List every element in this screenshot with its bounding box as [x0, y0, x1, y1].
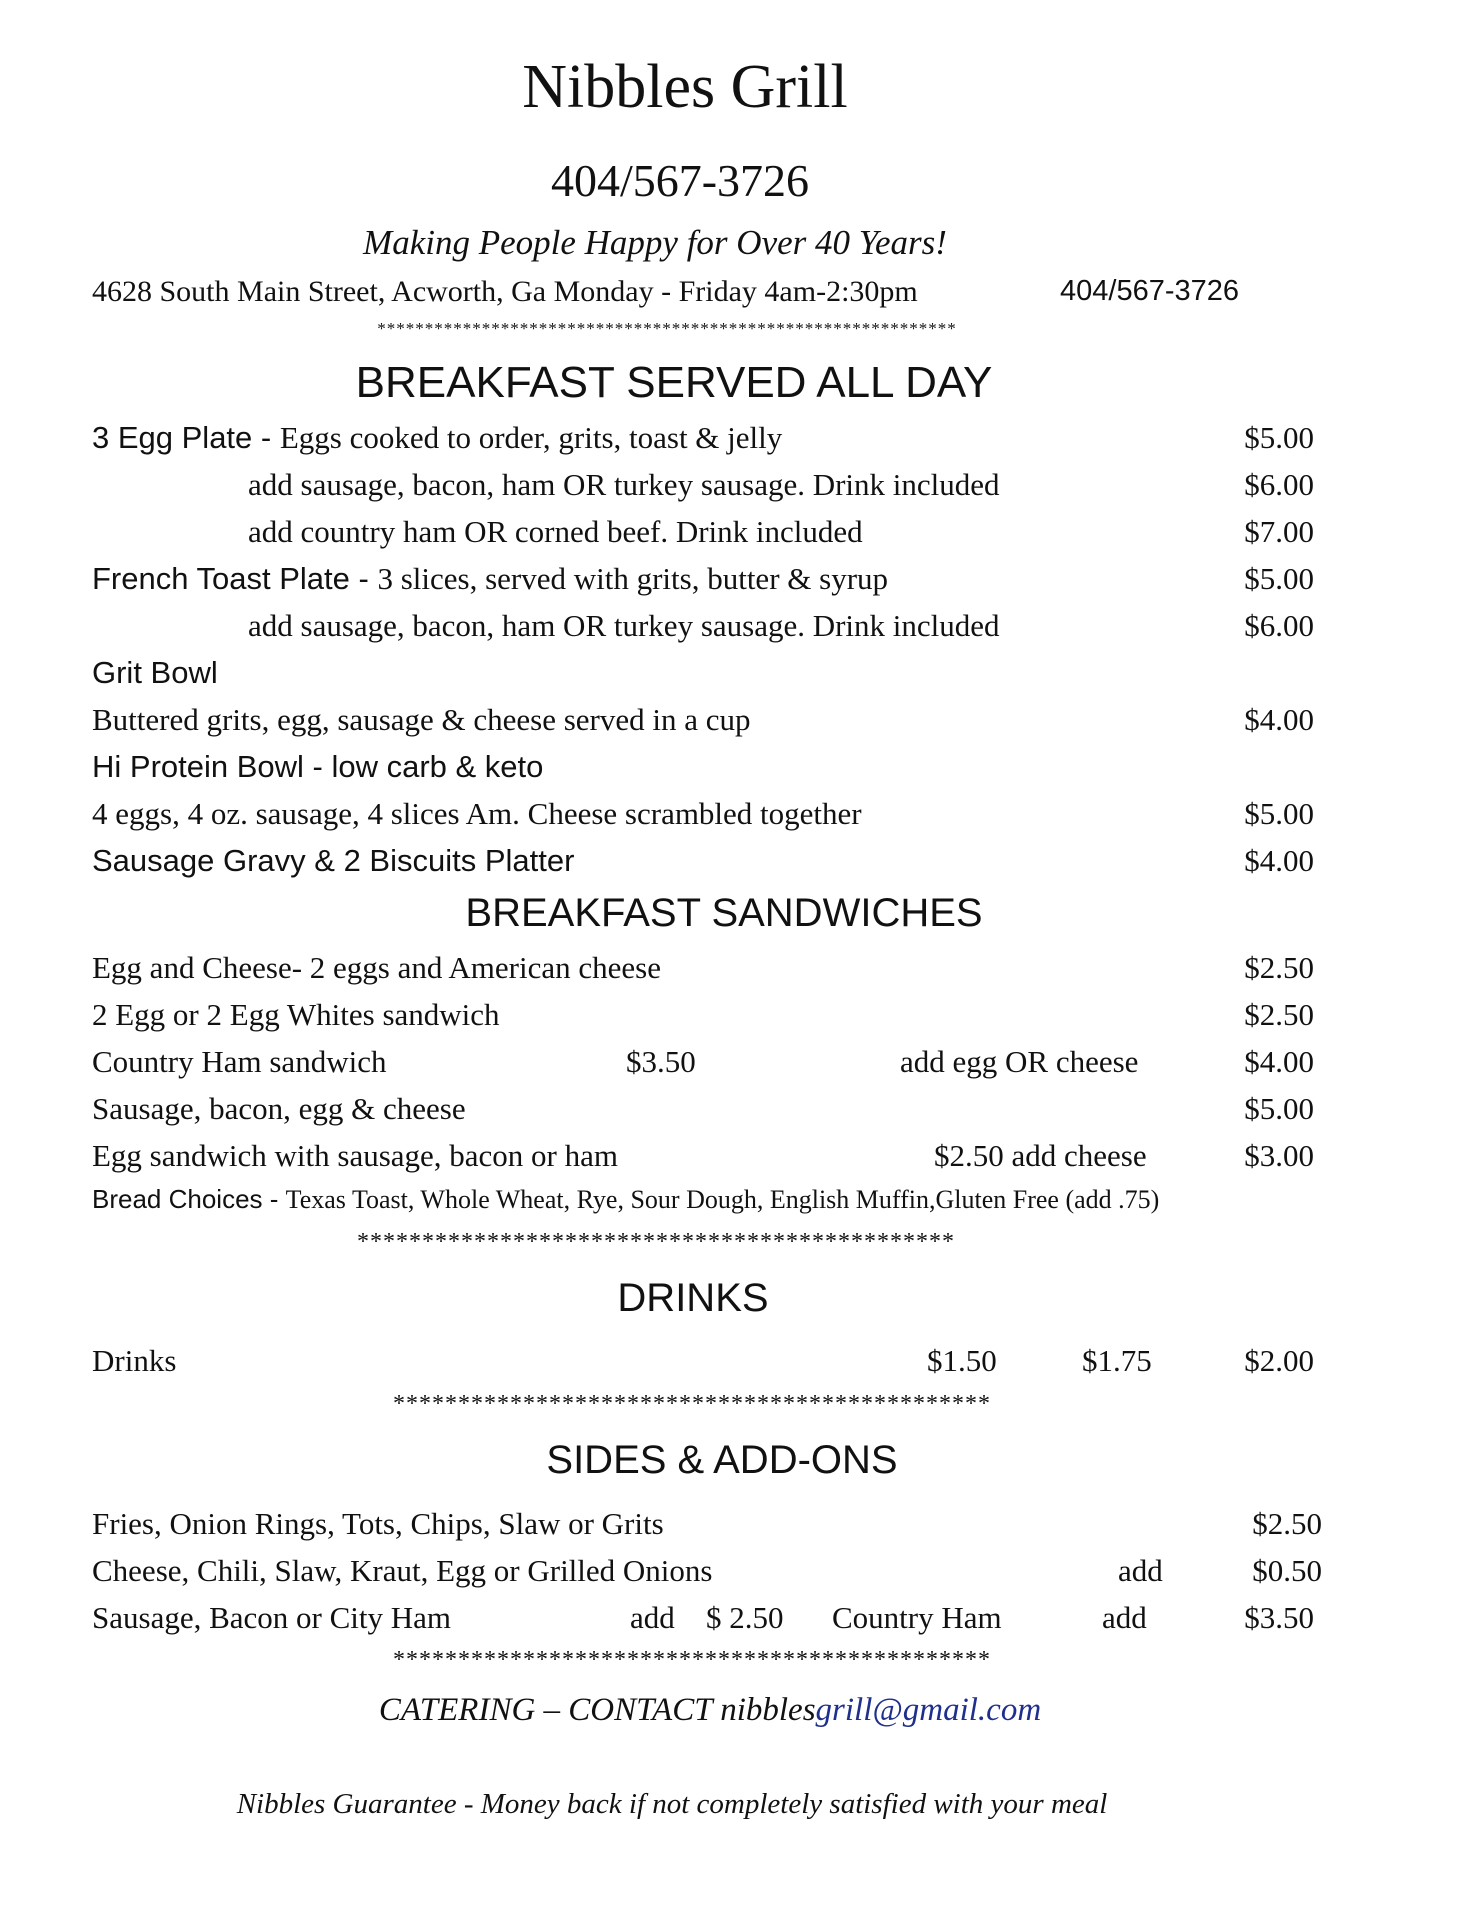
item-option: add country ham OR corned beef. Drink included — [248, 514, 863, 549]
drinks-label: Drinks — [92, 1343, 177, 1378]
sandwiches-heading: BREAKFAST SANDWICHES — [465, 891, 983, 935]
item-desc: Eggs cooked to order, grits, toast & jelly — [279, 420, 783, 455]
item-desc: Buttered grits, egg, sausage & cheese served in a cup — [92, 702, 751, 737]
bread-choices — [92, 1186, 1159, 1213]
drink-price-large: $2.00 — [1244, 1343, 1314, 1378]
item-price: $2.50 — [1252, 1506, 1322, 1541]
tagline: Making People Happy for Over 40 Years! — [363, 223, 947, 262]
menu-item — [92, 422, 782, 453]
divider: ********************************************** — [357, 1229, 955, 1255]
item-desc: 4 eggs, 4 oz. sausage, 4 slices Am. Cheese scrambled together — [92, 796, 862, 831]
bread-label: Bread Choices - — [92, 1184, 286, 1214]
catering-contact — [0, 1694, 1420, 1727]
item-addon: $2.50 add cheese — [934, 1138, 1147, 1173]
item-price: $4.00 — [1244, 702, 1314, 737]
add-label: add — [1118, 1553, 1163, 1588]
item-option: add sausage, bacon, ham OR turkey sausage. Drink included — [248, 467, 1000, 502]
drink-price-small: $1.50 — [927, 1343, 997, 1378]
side-item: Cheese, Chili, Slaw, Kraut, Egg or Grilled Onions — [92, 1553, 713, 1588]
address: 4628 South Main Street, Acworth, Ga Monday - Friday 4am-2:30pm — [92, 275, 918, 308]
item-price: $5.00 — [1244, 561, 1314, 596]
divider: ********************************************** — [393, 1391, 991, 1417]
item-price: $4.00 — [1244, 1044, 1314, 1079]
catering-email-link[interactable]: grill@gmail.com — [815, 1692, 1042, 1728]
item-desc: 3 slices, served with grits, butter & syrup — [377, 561, 889, 596]
catering-text: CATERING – CONTACT nibbles — [378, 1692, 816, 1728]
sides-heading: SIDES & ADD-ONS — [546, 1438, 898, 1482]
phone-number: 404/567-3726 — [550, 155, 810, 206]
item-price: $7.00 — [1244, 514, 1314, 549]
item-name: French Toast Plate - — [92, 561, 378, 596]
item-price: $5.00 — [1244, 420, 1314, 455]
item-name: Hi Protein Bowl - low carb & keto — [92, 749, 544, 784]
item-price: $6.00 — [1244, 608, 1314, 643]
sandwich-item: 2 Egg or 2 Egg Whites sandwich — [92, 997, 500, 1032]
item-price: $3.00 — [1244, 1138, 1314, 1173]
sandwich-item: Egg and Cheese- 2 eggs and American cheese — [92, 950, 661, 985]
item-price: $4.00 — [1244, 843, 1314, 878]
sandwich-item: Sausage, bacon, egg & cheese — [92, 1091, 466, 1126]
side-item: Country Ham — [832, 1600, 1002, 1635]
side-item: Sausage, Bacon or City Ham — [92, 1600, 452, 1635]
breakfast-heading: BREAKFAST SERVED ALL DAY — [355, 358, 993, 407]
item-price: $5.00 — [1244, 796, 1314, 831]
side-item: Fries, Onion Rings, Tots, Chips, Slaw or Grits — [92, 1506, 664, 1541]
restaurant-title: Nibbles Grill — [522, 53, 848, 121]
divider: ********************************************** — [393, 1647, 991, 1673]
menu-item — [92, 563, 888, 594]
add-label: add — [1102, 1600, 1147, 1635]
drinks-heading: DRINKS — [617, 1276, 769, 1320]
bread-text: Texas Toast, Whole Wheat, Rye, Sour Dough, English Muffin,Gluten Free (add .75) — [285, 1185, 1160, 1214]
guarantee: Nibbles Guarantee - Money back if not completely satisfied with your meal — [236, 1788, 1108, 1820]
item-price: $2.50 — [1244, 950, 1314, 985]
item-price: $2.50 — [1244, 997, 1314, 1032]
item-price: $0.50 — [1252, 1553, 1322, 1588]
sandwich-item: Country Ham sandwich — [92, 1044, 387, 1079]
item-name: 3 Egg Plate - — [92, 420, 280, 455]
sandwich-item: Egg sandwich with sausage, bacon or ham — [92, 1138, 619, 1173]
item-addon: add egg OR cheese — [900, 1044, 1139, 1079]
item-price: $3.50 — [1244, 1600, 1314, 1635]
drink-price-medium: $1.75 — [1082, 1343, 1152, 1378]
address-phone: 404/567-3726 — [1060, 275, 1239, 307]
item-name: Grit Bowl — [92, 655, 218, 690]
item-price: $6.00 — [1244, 467, 1314, 502]
divider: ************************************************************* — [377, 319, 957, 338]
add-label: add — [630, 1600, 675, 1635]
item-option: add sausage, bacon, ham OR turkey sausage. Drink included — [248, 608, 1000, 643]
addon-price: $ 2.50 — [706, 1600, 784, 1635]
item-price: $5.00 — [1244, 1091, 1314, 1126]
item-name: Sausage Gravy & 2 Biscuits Platter — [92, 843, 575, 878]
item-base-price: $3.50 — [626, 1044, 696, 1079]
